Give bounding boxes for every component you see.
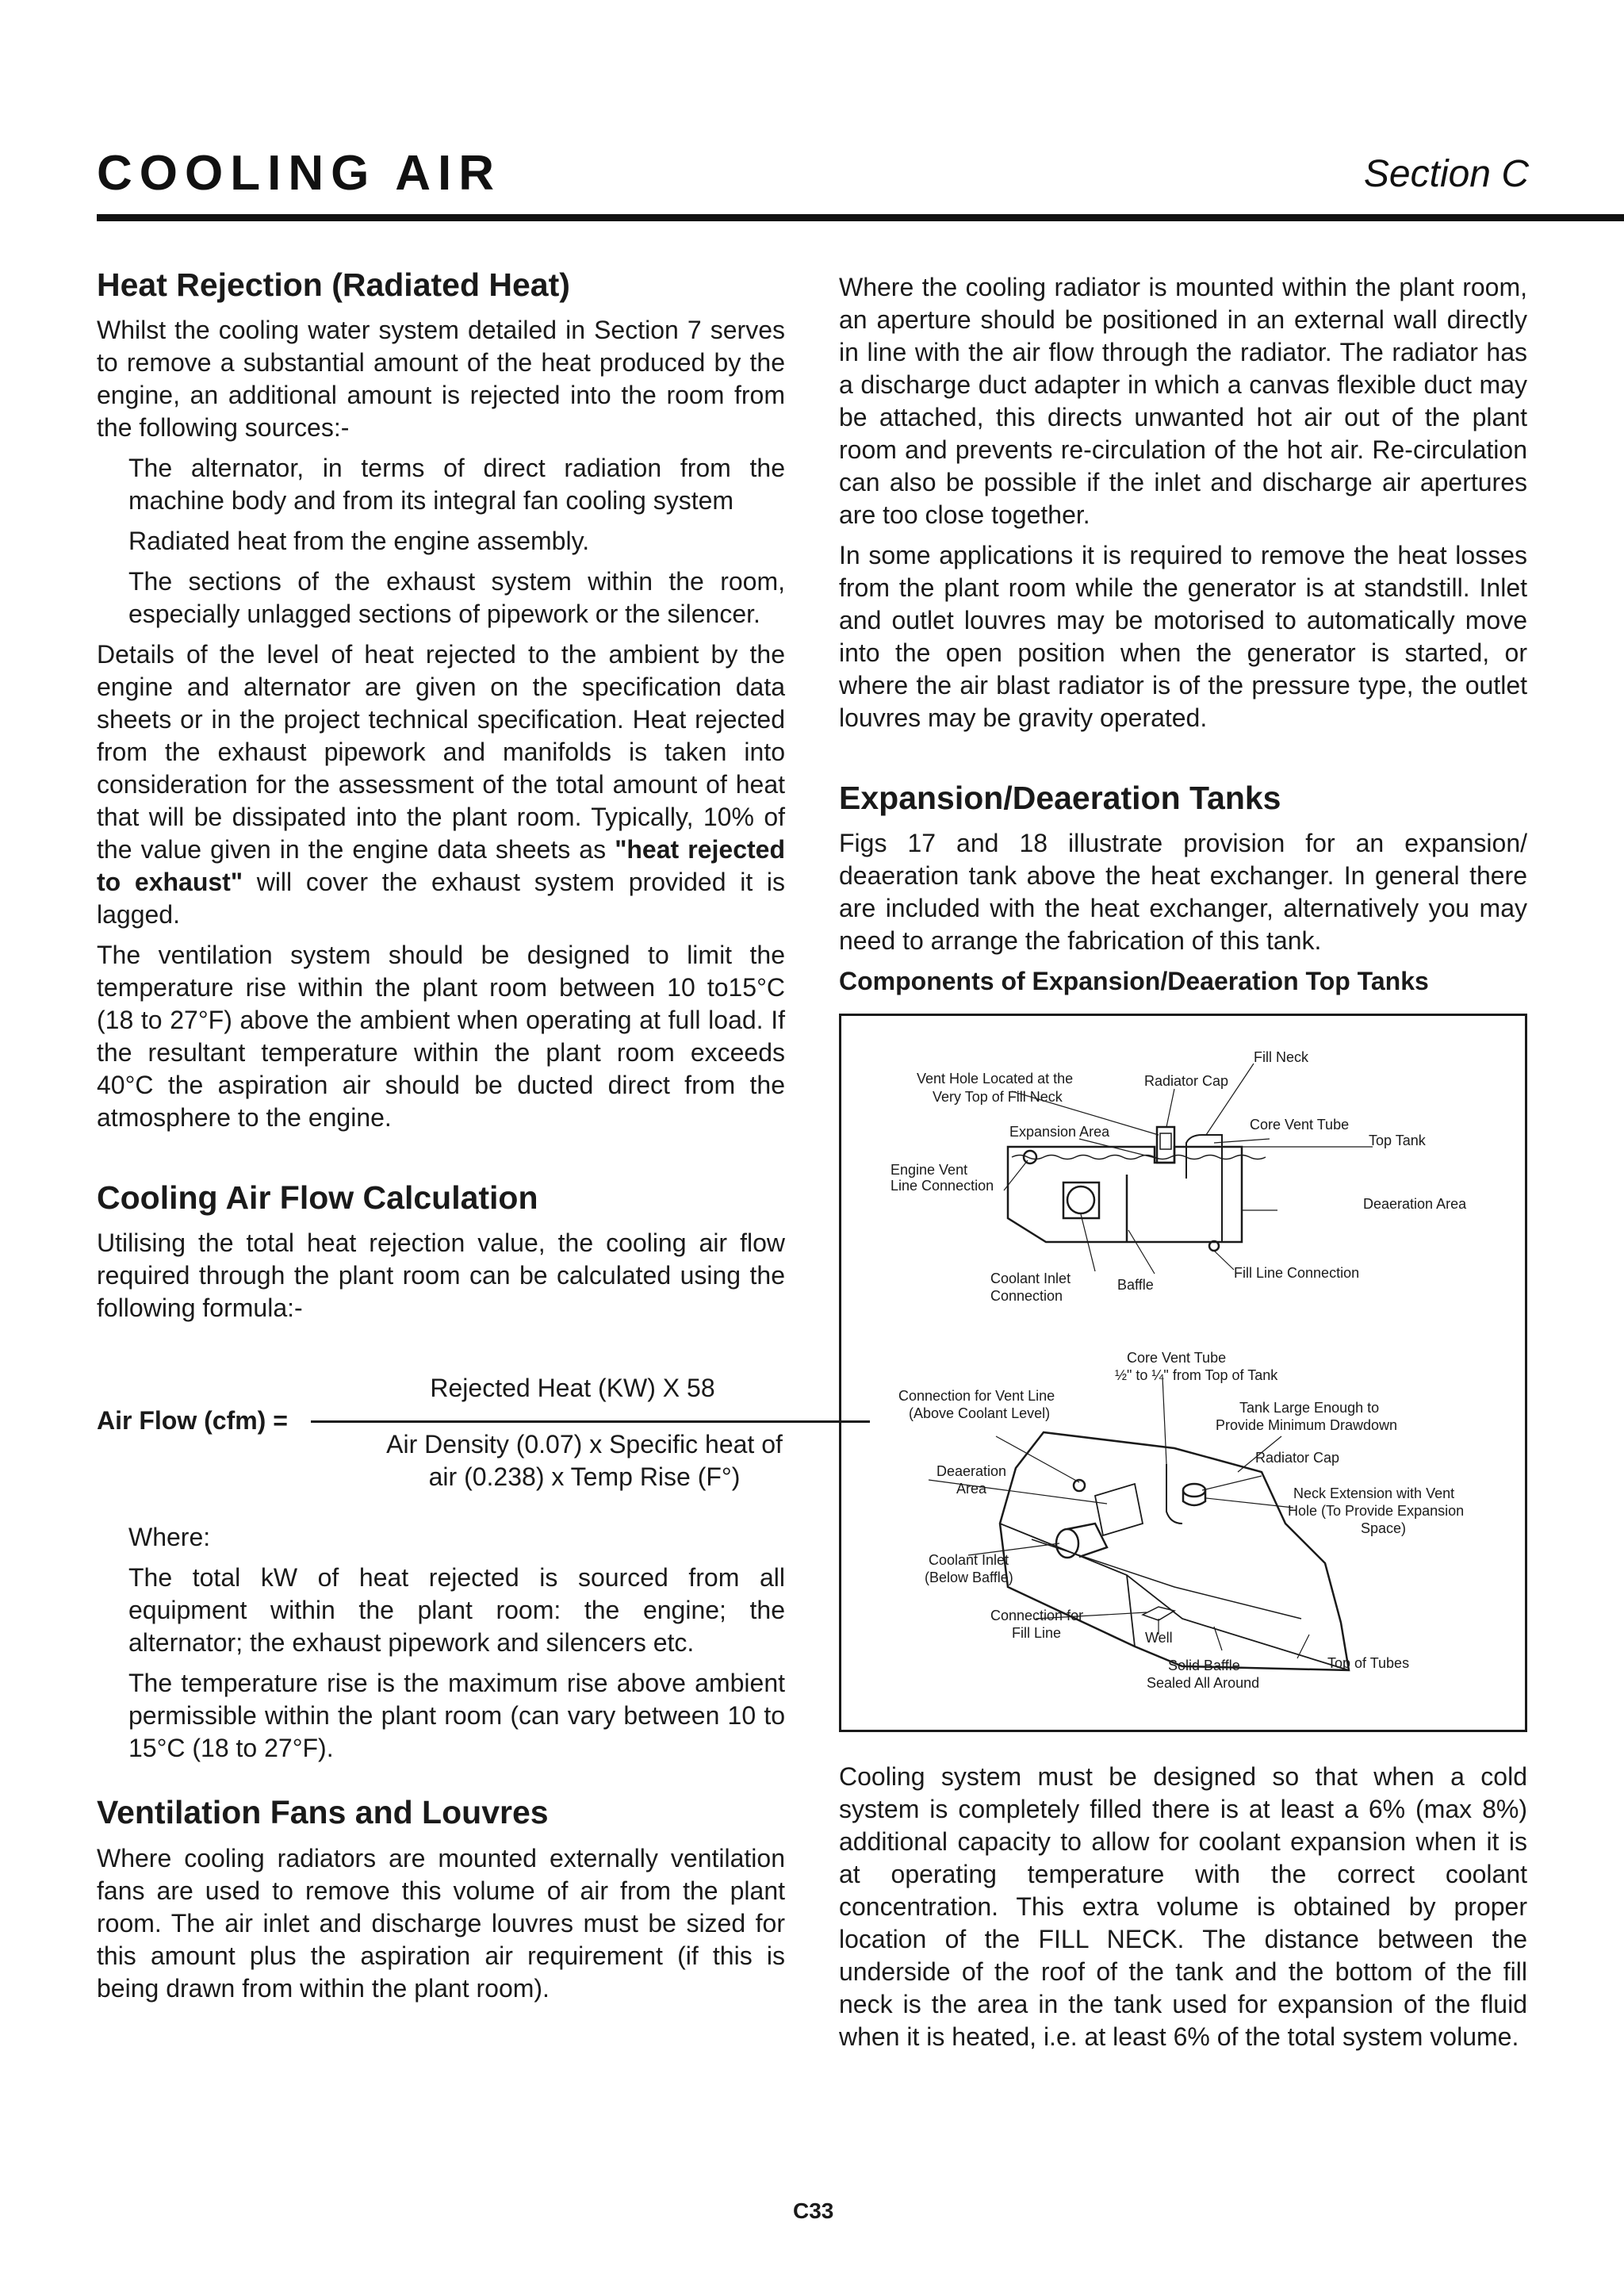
label-fill-line-2: Fill Line [1012, 1625, 1062, 1642]
heat-rejection-intro: Whilst the cooling water system detailed in Section 7 serves to remove a substantial amount of the heat produced by the engine, an additional amount is rejected into the room from the following sources:- [97, 316, 785, 443]
label-fill-line-2: Connection for [990, 1608, 1084, 1624]
page-title: COOLING AIR [97, 146, 502, 201]
standstill-paragraph: In some applications it is required to remove the heat losses from the plant room while the generator is at standstill. Inlet and outlet louvres may be motorised to automatically move into the open position when the generator is started, or where the air blast radiator is of the pressure type, the outlet louvres may be gravity operated. [839, 541, 1527, 732]
label-core-vent-tube-2: Core Vent Tube [1127, 1350, 1227, 1366]
label-well: Well [1145, 1630, 1173, 1646]
label-deaeration-2: Area [956, 1481, 987, 1497]
label-tank-large: Provide Minimum Drawdown [1216, 1417, 1398, 1434]
tanks-subheading: Components of Expansion/Deaeration Top Tanks [839, 967, 1429, 996]
label-neck-extension: Space) [1361, 1520, 1407, 1537]
label-coolant-inlet-2: (Below Baffle) [925, 1570, 1013, 1586]
label-vent-hole: Vent Hole Located at the [917, 1071, 1074, 1087]
fans-heading: Ventilation Fans and Louvres [97, 1794, 549, 1831]
label-coolant-inlet: Connection [990, 1288, 1063, 1305]
fans-body: Where cooling radiators are mounted externally ventilation fans are used to remove this volume of air from the plant room. The air inlet and discharge louvres must be sized for this amount plus the aspiration air requirement (if this is being drawn from within the plant room). [97, 1843, 785, 2003]
label-engine-vent: Line Connection [891, 1178, 994, 1194]
section-label: Section C [1363, 153, 1529, 195]
label-deaeration-area: Deaeration Area [1363, 1196, 1467, 1213]
tank-diagram-figure [839, 1014, 1527, 1732]
tank-diagram [841, 1016, 1525, 1730]
label-connection-vent-line: (Above Coolant Level) [909, 1405, 1051, 1422]
label-solid-baffle: Solid Baffle [1168, 1658, 1240, 1674]
label-radiator-cap-2: Radiator Cap [1255, 1450, 1340, 1466]
label-core-vent-tube: Core Vent Tube [1250, 1117, 1350, 1133]
formula-label: Air Flow (cfm) = [97, 1406, 288, 1435]
label-solid-baffle: Sealed All Around [1147, 1675, 1260, 1692]
label-top-of-tubes: Top of Tubes [1327, 1655, 1410, 1672]
label-fill-neck: Fill Neck [1254, 1049, 1309, 1066]
label-coolant-inlet: Coolant Inlet [990, 1271, 1071, 1287]
top-tank-cross-section [1008, 1127, 1266, 1251]
formula-denominator-line: air (0.238) x Temp Rise (F°) [428, 1462, 741, 1492]
label-expansion-area: Expansion Area [1009, 1124, 1110, 1140]
details-text-b: will cover the exhaust system provided it is lagged. [97, 868, 786, 930]
ventilation-limit-paragraph: The ventilation system should be designed to limit the temperature rise within the plant room between 10 to15°C (18 to 27°F) above the ambient when operating at full load. If the resultant temperature within the plant room exceeds 40°C the aspiration air should be ducted direct from the atmosphere to the engine. [97, 941, 785, 1133]
right-column [839, 271, 1527, 2061]
formula-denominator-line: Air Density (0.07) x Specific heat of [386, 1430, 783, 1459]
heat-source-item: The sections of the exhaust system within the room, especially unlagged sections of pipework or the silencer. [128, 567, 785, 629]
formula-denominator [311, 1428, 858, 1493]
label-engine-vent: Engine Vent [891, 1162, 968, 1179]
heat-rejection-heading: Heat Rejection (Radiated Heat) [97, 266, 570, 303]
label-coolant-inlet-2: Coolant Inlet [929, 1552, 1009, 1569]
airflow-formula [97, 1369, 785, 1504]
label-deaeration-2: Deaeration [936, 1463, 1007, 1480]
label-neck-extension: Neck Extension with Vent [1293, 1485, 1455, 1502]
label-connection-vent-line: Connection for Vent Line [898, 1388, 1055, 1405]
fraction-bar [311, 1420, 870, 1423]
label-fill-line-connection: Fill Line Connection [1234, 1265, 1360, 1282]
header-divider [97, 214, 1624, 221]
heat-details-paragraph [97, 638, 785, 931]
heat-source-item: Radiated heat from the engine assembly. [128, 527, 590, 556]
coolant-expansion-paragraph: Cooling system must be designed so that when a cold system is completely filled there is at least a 6% (max 8%) additional capacity to allow for coolant expansion when it is at operating temperature with the correct coolant concentration. This extra volume is obtained by proper location of the FILL NECK. The distance between the underside of the roof of the tank and the bottom of the fill neck is the area in the tank used for expansion of the fluid when it is heated, i.e. at least 6% of the total system volume. [839, 1762, 1527, 2052]
label-top-tank: Top Tank [1369, 1133, 1426, 1149]
where-item: The temperature rise is the maximum rise above ambient permissible within the plant room (can vary between 10 to 15°C (18 to 27°F). [128, 1669, 785, 1763]
label-radiator-cap: Radiator Cap [1144, 1073, 1229, 1090]
where-item: The total kW of heat rejected is sourced from all equipment within the plant room: the engine; the alternator; the exhaust pipework and silencers etc. [128, 1563, 785, 1658]
tanks-body: Figs 17 and 18 illustrate provision for an expansion/ deaeration tank above the heat exchanger. In general there are included with the heat exchanger, alternatively you may need to arrange the fabrication of this tank. [839, 829, 1527, 956]
airflow-intro: Utilising the total heat rejection value, the cooling air flow required through the plant room can be calculated using the following formula:- [97, 1228, 785, 1323]
where-label: Where: [128, 1523, 211, 1552]
label-baffle: Baffle [1117, 1277, 1154, 1294]
left-column [97, 266, 785, 2013]
details-text-a: Details of the level of heat rejected to the ambient by the engine and alternator are given on the specification data sheets or in the project technical specification. Heat rejected from the exhaust pipework and manifolds is taken into consideration for the assessment of the total amount of heat that will be dissipated into the plant room. Typically, 10% of the value given in the engine data sheets as [97, 640, 785, 864]
formula-numerator: Rejected Heat (KW) X 58 [430, 1374, 715, 1403]
tanks-heading: Expansion/Deaeration Tanks [839, 780, 1281, 816]
label-neck-extension: Hole (To Provide Expansion [1288, 1503, 1465, 1520]
airflow-heading: Cooling Air Flow Calculation [97, 1179, 538, 1217]
details-bold-term: "heat rejected to exhaust" [97, 835, 786, 897]
heat-source-item: The alternator, in terms of direct radiation from the machine body and from its integral fan cooling system [128, 454, 785, 516]
label-tank-large: Tank Large Enough to [1239, 1400, 1380, 1416]
page-number: C33 [793, 2198, 834, 2223]
label-vent-hole: Very Top of Fill Neck [933, 1089, 1063, 1106]
radiator-aperture-paragraph: Where the cooling radiator is mounted within the plant room, an aperture should be positioned in an external wall directly in line with the air flow through the radiator. The radiator has a discharge duct adapter in which a canvas flexible duct may be attached, this directs unwanted hot air out of the plant room and prevents re-circulation of the hot air. Re-circulation can also be possible if the inlet and discharge air apertures are too close together. [839, 273, 1527, 529]
label-core-vent-tube-2: ½" to ¼" from Top of Tank [1115, 1367, 1278, 1384]
